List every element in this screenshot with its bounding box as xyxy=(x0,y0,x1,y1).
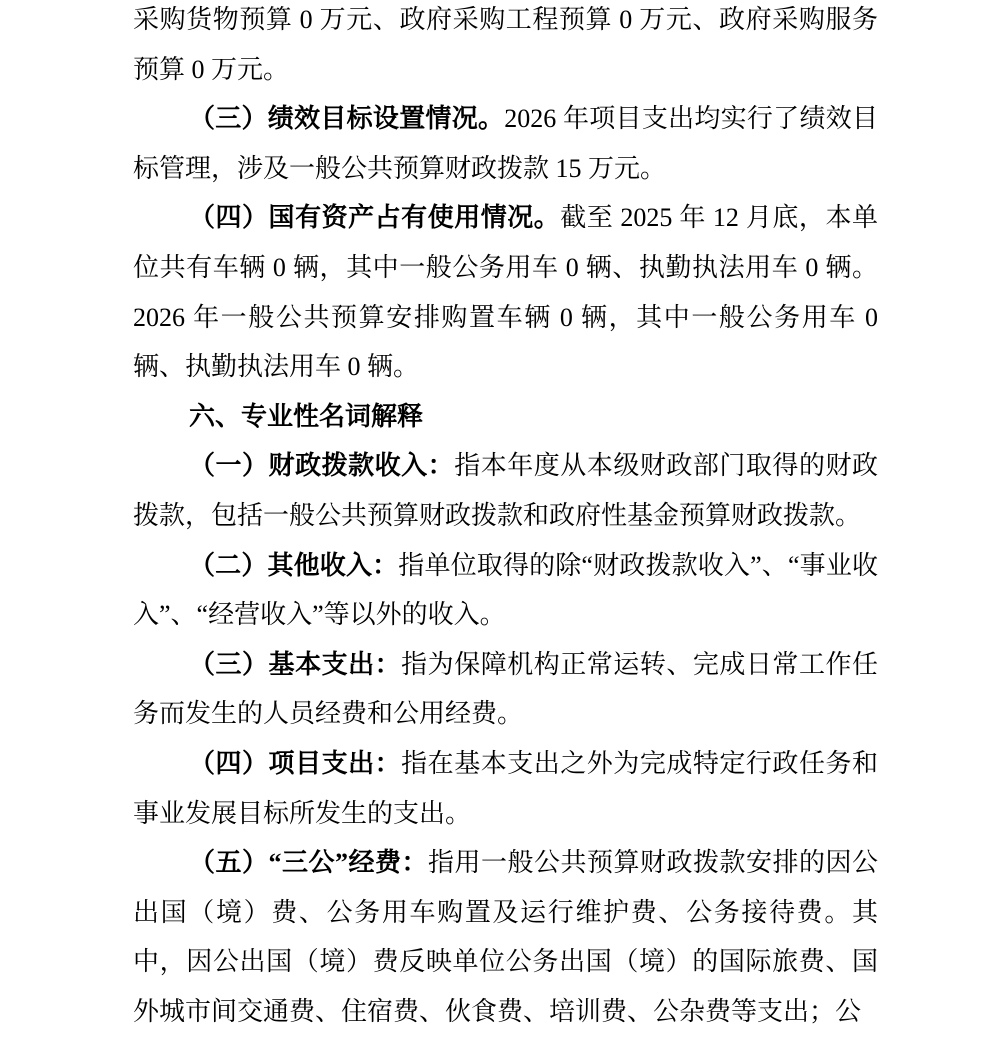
term-project-expenditure xyxy=(133,739,878,838)
term-definition: 指为保障机构正常运转、完成日常工作任务而发生的人员经费和公用经费。 xyxy=(133,649,878,729)
subsection-title: （三）绩效目标设置情况。 xyxy=(189,104,505,134)
term-basic-expenditure xyxy=(133,640,878,739)
term-three-public-expenses xyxy=(133,838,878,1036)
term-definition: 指单位取得的除“财政拨款收入”、“事业收入”、“经营收入”等以外的收入。 xyxy=(133,550,878,630)
term-label: （三）基本支出： xyxy=(189,649,402,679)
paragraph-performance-targets xyxy=(133,94,878,193)
term-fiscal-appropriation-income xyxy=(133,441,878,540)
term-label: （五）“三公”经费： xyxy=(189,848,428,878)
term-label: （二）其他收入： xyxy=(189,550,399,580)
paragraph-text: 截至 2025 年 12 月底，本单位共有车辆 0 辆，其中一般公务用车 0 辆、执勤执法用车 0 辆。2026 年一般公共预算安排购置车辆 0 辆，其中一般公务用车 0 辆、执勤执法用车 0 辆。 xyxy=(133,203,878,382)
term-label: （四）项目支出： xyxy=(189,748,402,778)
document-body xyxy=(133,0,878,1036)
term-other-income xyxy=(133,541,878,640)
term-definition: 指本年度从本级财政部门取得的财政拨款，包括一般公共预算财政拨款和政府性基金预算财政拨款。 xyxy=(133,451,878,530)
term-label: （一）财政拨款收入： xyxy=(189,451,455,481)
paragraph-text: 采购货物预算 0 万元、政府采购工程预算 0 万元、政府采购服务预算 0 万元。 xyxy=(133,5,878,84)
term-definition: 指用一般公共预算财政拨款安排的因公出国（境）费、公务用车购置及运行维护费、公务接待费。其中，因公出国（境）费反映单位公务出国（境）的国际旅费、国外城市间交通费、住宿费、伙食费、培训费、公杂费等支出；公 xyxy=(133,848,878,1026)
paragraph-state-assets xyxy=(133,193,878,391)
paragraph-text: 2026 年项目支出均实行了绩效目标管理，涉及一般公共预算财政拨款 15 万元。 xyxy=(133,104,878,183)
term-definition: 指在基本支出之外为完成特定行政任务和事业发展目标所发生的支出。 xyxy=(133,748,878,828)
section-heading-terms: 六、专业性名词解释 xyxy=(189,400,424,431)
subsection-title: （四）国有资产占有使用情况。 xyxy=(189,203,561,233)
paragraph-procurement-continuation xyxy=(133,0,878,94)
